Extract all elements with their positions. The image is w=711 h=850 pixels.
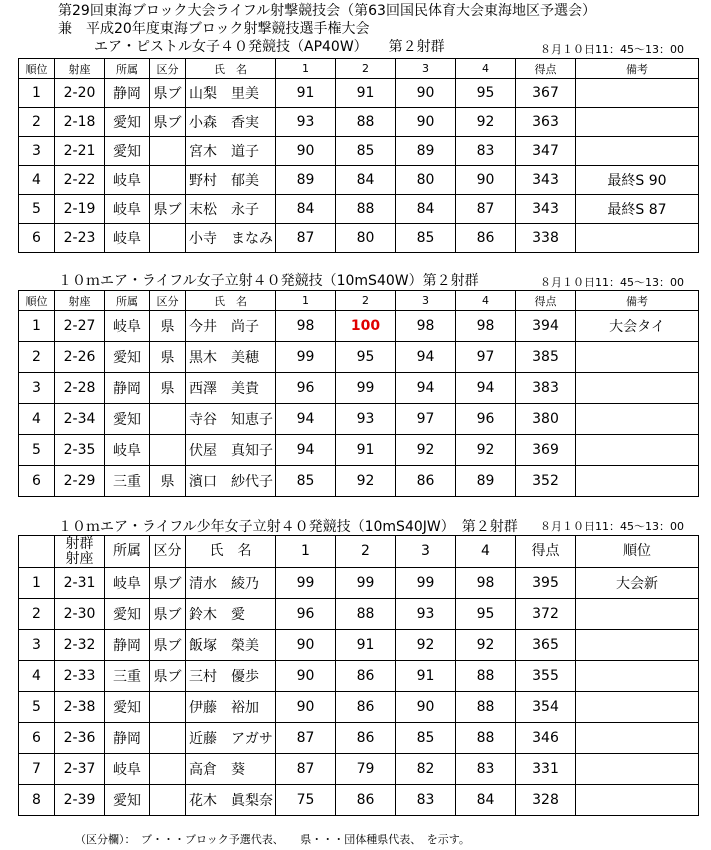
cell-s2: 99 <box>336 568 396 599</box>
cell-s4: 92 <box>456 435 516 466</box>
cell-s4: 97 <box>456 342 516 373</box>
table-row <box>19 224 699 253</box>
cell-s2: 86 <box>336 785 396 816</box>
cell-lane: 2-34 <box>55 404 105 435</box>
col-header-s1: 1 <box>276 291 336 311</box>
cell-s2: 88 <box>336 195 396 224</box>
cell-s3: 89 <box>396 137 456 166</box>
col-header-s1: 1 <box>276 536 336 568</box>
cell-s2: 99 <box>336 373 396 404</box>
section1-results-table <box>18 58 699 253</box>
cell-rank: 6 <box>19 723 55 754</box>
cell-category <box>150 166 186 195</box>
cell-s3: 86 <box>396 466 456 497</box>
cell-remarks <box>576 785 699 816</box>
cell-total: 347 <box>516 137 576 166</box>
col-header-remarks: 順位 <box>576 536 699 568</box>
table-row <box>19 723 699 754</box>
cell-lane: 2-33 <box>55 661 105 692</box>
cell-s1: 96 <box>276 599 336 630</box>
cell-total: 352 <box>516 466 576 497</box>
cell-team: 静岡 <box>105 723 150 754</box>
col-header-lane: 射座 <box>55 59 105 79</box>
cell-s2: 92 <box>336 466 396 497</box>
col-header-s3: 3 <box>396 536 456 568</box>
cell-s2: 91 <box>336 630 396 661</box>
cell-name: 黒木 美穂 <box>186 342 276 373</box>
cell-remarks <box>576 108 699 137</box>
cell-remarks <box>576 404 699 435</box>
cell-total: 395 <box>516 568 576 599</box>
footnote: （区分欄）： ブ・・・ブロック予選代表、 県・・・団体種県代表、 を示す。 <box>75 833 470 846</box>
cell-s4: 92 <box>456 630 516 661</box>
cell-s1: 90 <box>276 137 336 166</box>
cell-s3: 80 <box>396 166 456 195</box>
cell-s2: 80 <box>336 224 396 253</box>
cell-remarks <box>576 137 699 166</box>
cell-category: 県ブ <box>150 195 186 224</box>
cell-name: 飯塚 榮美 <box>186 630 276 661</box>
cell-s4: 88 <box>456 661 516 692</box>
cell-remarks <box>576 79 699 108</box>
cell-remarks <box>576 373 699 404</box>
header-title-line1: 第29回東海ブロック大会ライフル射撃競技会（第63回国民体育大会東海地区予選会） <box>58 3 596 19</box>
table-row <box>19 692 699 723</box>
cell-s1: 94 <box>276 435 336 466</box>
cell-s1: 87 <box>276 723 336 754</box>
table-row <box>19 630 699 661</box>
cell-team: 愛知 <box>105 404 150 435</box>
cell-remarks: 大会新 <box>576 568 699 599</box>
cell-rank: 6 <box>19 224 55 253</box>
cell-rank: 4 <box>19 166 55 195</box>
cell-total: 363 <box>516 108 576 137</box>
col-header-total: 得点 <box>516 536 576 568</box>
cell-s3: 92 <box>396 630 456 661</box>
table-row <box>19 435 699 466</box>
cell-rank: 5 <box>19 435 55 466</box>
cell-s3: 97 <box>396 404 456 435</box>
section1-title: エア・ピストル女子４０発競技（AP40W） 第２射群 <box>94 39 445 55</box>
cell-lane: 2-37 <box>55 754 105 785</box>
cell-category <box>150 754 186 785</box>
cell-s4: 98 <box>456 311 516 342</box>
cell-rank: 5 <box>19 692 55 723</box>
cell-s2: 93 <box>336 404 396 435</box>
cell-s4: 84 <box>456 785 516 816</box>
cell-s2: 86 <box>336 723 396 754</box>
cell-team: 岐阜 <box>105 224 150 253</box>
cell-name: 小寺 まなみ <box>186 224 276 253</box>
cell-total: 343 <box>516 166 576 195</box>
cell-team: 愛知 <box>105 108 150 137</box>
cell-team: 岐阜 <box>105 166 150 195</box>
cell-rank: 3 <box>19 630 55 661</box>
cell-s3: 93 <box>396 599 456 630</box>
col-header-lane: 射群 射座 <box>55 536 105 568</box>
cell-lane: 2-29 <box>55 466 105 497</box>
cell-rank: 2 <box>19 108 55 137</box>
cell-remarks <box>576 342 699 373</box>
cell-total: 365 <box>516 630 576 661</box>
cell-name: 宮木 道子 <box>186 137 276 166</box>
cell-category: 県ブ <box>150 568 186 599</box>
cell-lane: 2-20 <box>55 79 105 108</box>
cell-total: 338 <box>516 224 576 253</box>
cell-s3: 85 <box>396 723 456 754</box>
cell-s2: 88 <box>336 108 396 137</box>
cell-remarks <box>576 435 699 466</box>
cell-total: 343 <box>516 195 576 224</box>
cell-s1: 87 <box>276 754 336 785</box>
cell-lane: 2-36 <box>55 723 105 754</box>
cell-name: 三村 優歩 <box>186 661 276 692</box>
cell-team: 岐阜 <box>105 311 150 342</box>
cell-s2: 100 <box>336 311 396 342</box>
cell-remarks <box>576 661 699 692</box>
cell-s4: 88 <box>456 723 516 754</box>
header-title-line2: 兼 平成20年度東海ブロック射撃競技選手権大会 <box>58 21 370 37</box>
cell-s1: 93 <box>276 108 336 137</box>
cell-s2: 91 <box>336 435 396 466</box>
cell-team: 岐阜 <box>105 568 150 599</box>
col-header-total: 得点 <box>516 59 576 79</box>
table-row <box>19 195 699 224</box>
cell-name: 花木 眞梨奈 <box>186 785 276 816</box>
cell-s1: 91 <box>276 79 336 108</box>
cell-rank: 5 <box>19 195 55 224</box>
cell-name: 近藤 アガサ <box>186 723 276 754</box>
cell-team: 岐阜 <box>105 195 150 224</box>
cell-rank: 2 <box>19 342 55 373</box>
cell-category: 県ブ <box>150 599 186 630</box>
cell-s1: 98 <box>276 311 336 342</box>
cell-lane: 2-38 <box>55 692 105 723</box>
cell-name: 高倉 葵 <box>186 754 276 785</box>
table-row <box>19 108 699 137</box>
cell-lane: 2-31 <box>55 568 105 599</box>
cell-rank: 1 <box>19 79 55 108</box>
cell-s2: 86 <box>336 661 396 692</box>
table-row <box>19 166 699 195</box>
cell-team: 愛知 <box>105 692 150 723</box>
cell-remarks <box>576 723 699 754</box>
cell-name: 鈴木 愛 <box>186 599 276 630</box>
cell-s3: 94 <box>396 373 456 404</box>
col-header-rank <box>19 536 55 568</box>
cell-s2: 91 <box>336 79 396 108</box>
section3-title: １０ｍエア・ライフル少年女子立射４０発競技（10mS40JW） 第２射群 <box>58 519 518 535</box>
cell-name: 末松 永子 <box>186 195 276 224</box>
col-header-team: 所属 <box>105 291 150 311</box>
cell-category: 県 <box>150 342 186 373</box>
table-row <box>19 661 699 692</box>
cell-s2: 84 <box>336 166 396 195</box>
col-header-name: 氏 名 <box>186 291 276 311</box>
table-row <box>19 754 699 785</box>
cell-category <box>150 404 186 435</box>
cell-total: 383 <box>516 373 576 404</box>
cell-s2: 85 <box>336 137 396 166</box>
cell-total: 367 <box>516 79 576 108</box>
cell-s4: 83 <box>456 137 516 166</box>
cell-rank: 3 <box>19 137 55 166</box>
col-header-name: 氏 名 <box>186 59 276 79</box>
cell-remarks <box>576 224 699 253</box>
cell-team: 愛知 <box>105 137 150 166</box>
cell-rank: 8 <box>19 785 55 816</box>
cell-total: 372 <box>516 599 576 630</box>
col-header-lane: 射座 <box>55 291 105 311</box>
cell-category <box>150 435 186 466</box>
cell-s1: 85 <box>276 466 336 497</box>
cell-s3: 94 <box>396 342 456 373</box>
section3-results-table <box>18 535 699 816</box>
table-row <box>19 342 699 373</box>
table-row <box>19 599 699 630</box>
cell-remarks: 最終S 87 <box>576 195 699 224</box>
col-header-s2: 2 <box>336 536 396 568</box>
cell-name: 清水 綾乃 <box>186 568 276 599</box>
cell-s1: 75 <box>276 785 336 816</box>
cell-lane: 2-22 <box>55 166 105 195</box>
cell-s2: 88 <box>336 599 396 630</box>
cell-s1: 84 <box>276 195 336 224</box>
cell-s1: 90 <box>276 630 336 661</box>
cell-name: 寺谷 知恵子 <box>186 404 276 435</box>
cell-total: 394 <box>516 311 576 342</box>
cell-remarks: 大会タイ <box>576 311 699 342</box>
cell-total: 380 <box>516 404 576 435</box>
cell-category <box>150 723 186 754</box>
col-header-rank: 順位 <box>19 59 55 79</box>
cell-rank: 4 <box>19 404 55 435</box>
col-header-s3: 3 <box>396 291 456 311</box>
cell-s2: 95 <box>336 342 396 373</box>
cell-team: 愛知 <box>105 342 150 373</box>
cell-s4: 98 <box>456 568 516 599</box>
cell-lane: 2-18 <box>55 108 105 137</box>
cell-s4: 87 <box>456 195 516 224</box>
cell-category <box>150 785 186 816</box>
table-row <box>19 785 699 816</box>
table-row <box>19 404 699 435</box>
cell-team: 岐阜 <box>105 435 150 466</box>
section1-time: ８月１０日11：45～13：00 <box>540 43 684 56</box>
cell-remarks <box>576 692 699 723</box>
col-header-s2: 2 <box>336 59 396 79</box>
cell-s2: 79 <box>336 754 396 785</box>
cell-total: 385 <box>516 342 576 373</box>
cell-s3: 85 <box>396 224 456 253</box>
cell-name: 伏屋 真知子 <box>186 435 276 466</box>
table-header-row <box>19 59 699 79</box>
cell-lane: 2-28 <box>55 373 105 404</box>
cell-name: 山梨 里美 <box>186 79 276 108</box>
col-header-s4: 4 <box>456 59 516 79</box>
section3-time: ８月１０日11：45～13：00 <box>540 520 684 533</box>
cell-rank: 1 <box>19 311 55 342</box>
cell-team: 三重 <box>105 661 150 692</box>
cell-name: 濱口 紗代子 <box>186 466 276 497</box>
cell-category: 県 <box>150 373 186 404</box>
cell-lane: 2-39 <box>55 785 105 816</box>
cell-category: 県 <box>150 466 186 497</box>
cell-s4: 83 <box>456 754 516 785</box>
cell-rank: 6 <box>19 466 55 497</box>
col-header-s4: 4 <box>456 536 516 568</box>
cell-category: 県ブ <box>150 108 186 137</box>
cell-remarks <box>576 754 699 785</box>
col-header-name: 氏 名 <box>186 536 276 568</box>
col-header-category: 区分 <box>150 291 186 311</box>
cell-s4: 88 <box>456 692 516 723</box>
cell-s3: 90 <box>396 108 456 137</box>
col-header-category: 区分 <box>150 536 186 568</box>
cell-total: 355 <box>516 661 576 692</box>
cell-s2: 86 <box>336 692 396 723</box>
col-header-remarks: 備考 <box>576 59 699 79</box>
cell-category: 県ブ <box>150 630 186 661</box>
cell-team: 愛知 <box>105 599 150 630</box>
cell-remarks <box>576 599 699 630</box>
cell-total: 354 <box>516 692 576 723</box>
cell-lane: 2-30 <box>55 599 105 630</box>
cell-rank: 3 <box>19 373 55 404</box>
cell-lane: 2-35 <box>55 435 105 466</box>
cell-s4: 86 <box>456 224 516 253</box>
cell-lane: 2-27 <box>55 311 105 342</box>
cell-name: 野村 郁美 <box>186 166 276 195</box>
cell-category <box>150 224 186 253</box>
cell-s3: 91 <box>396 661 456 692</box>
cell-total: 346 <box>516 723 576 754</box>
cell-total: 369 <box>516 435 576 466</box>
cell-team: 静岡 <box>105 79 150 108</box>
cell-s3: 82 <box>396 754 456 785</box>
cell-category <box>150 137 186 166</box>
cell-s3: 99 <box>396 568 456 599</box>
col-header-team: 所属 <box>105 536 150 568</box>
cell-category <box>150 692 186 723</box>
table-header-row <box>19 291 699 311</box>
cell-s4: 90 <box>456 166 516 195</box>
cell-team: 三重 <box>105 466 150 497</box>
cell-lane: 2-23 <box>55 224 105 253</box>
cell-total: 331 <box>516 754 576 785</box>
cell-name: 西澤 美貴 <box>186 373 276 404</box>
col-header-s2: 2 <box>336 291 396 311</box>
cell-remarks <box>576 630 699 661</box>
table-row <box>19 373 699 404</box>
col-header-s3: 3 <box>396 59 456 79</box>
table-row <box>19 137 699 166</box>
cell-remarks: 最終S 90 <box>576 166 699 195</box>
cell-s4: 95 <box>456 79 516 108</box>
cell-team: 静岡 <box>105 630 150 661</box>
cell-team: 愛知 <box>105 785 150 816</box>
col-header-rank: 順位 <box>19 291 55 311</box>
col-header-s4: 4 <box>456 291 516 311</box>
cell-s4: 96 <box>456 404 516 435</box>
cell-name: 今井 尚子 <box>186 311 276 342</box>
col-header-s1: 1 <box>276 59 336 79</box>
cell-s3: 92 <box>396 435 456 466</box>
col-header-total: 得点 <box>516 291 576 311</box>
section2-results-table <box>18 290 699 497</box>
cell-s4: 92 <box>456 108 516 137</box>
cell-lane: 2-32 <box>55 630 105 661</box>
cell-rank: 4 <box>19 661 55 692</box>
cell-rank: 7 <box>19 754 55 785</box>
cell-s1: 90 <box>276 661 336 692</box>
cell-name: 伊藤 裕加 <box>186 692 276 723</box>
col-header-remarks: 備考 <box>576 291 699 311</box>
cell-remarks <box>576 466 699 497</box>
cell-s1: 94 <box>276 404 336 435</box>
table-row <box>19 79 699 108</box>
cell-s1: 87 <box>276 224 336 253</box>
cell-s1: 96 <box>276 373 336 404</box>
cell-s1: 90 <box>276 692 336 723</box>
cell-s4: 94 <box>456 373 516 404</box>
cell-s3: 90 <box>396 692 456 723</box>
cell-s3: 83 <box>396 785 456 816</box>
cell-category: 県 <box>150 311 186 342</box>
cell-lane: 2-19 <box>55 195 105 224</box>
cell-s1: 89 <box>276 166 336 195</box>
cell-category: 県ブ <box>150 79 186 108</box>
section2-title: １０ｍエア・ライフル女子立射４０発競技（10mS40W）第２射群 <box>58 273 479 289</box>
cell-s3: 90 <box>396 79 456 108</box>
cell-s4: 95 <box>456 599 516 630</box>
cell-total: 328 <box>516 785 576 816</box>
cell-name: 小森 香実 <box>186 108 276 137</box>
cell-s3: 84 <box>396 195 456 224</box>
table-row <box>19 311 699 342</box>
col-header-team: 所属 <box>105 59 150 79</box>
cell-s1: 99 <box>276 568 336 599</box>
col-header-category: 区分 <box>150 59 186 79</box>
cell-s3: 98 <box>396 311 456 342</box>
cell-team: 静岡 <box>105 373 150 404</box>
cell-rank: 1 <box>19 568 55 599</box>
cell-s1: 99 <box>276 342 336 373</box>
table-header-row <box>19 536 699 568</box>
cell-lane: 2-21 <box>55 137 105 166</box>
section2-time: ８月１０日11：45～13：00 <box>540 276 684 289</box>
cell-category: 県ブ <box>150 661 186 692</box>
cell-team: 岐阜 <box>105 754 150 785</box>
cell-lane: 2-26 <box>55 342 105 373</box>
cell-s4: 89 <box>456 466 516 497</box>
cell-rank: 2 <box>19 599 55 630</box>
table-row <box>19 568 699 599</box>
table-row <box>19 466 699 497</box>
